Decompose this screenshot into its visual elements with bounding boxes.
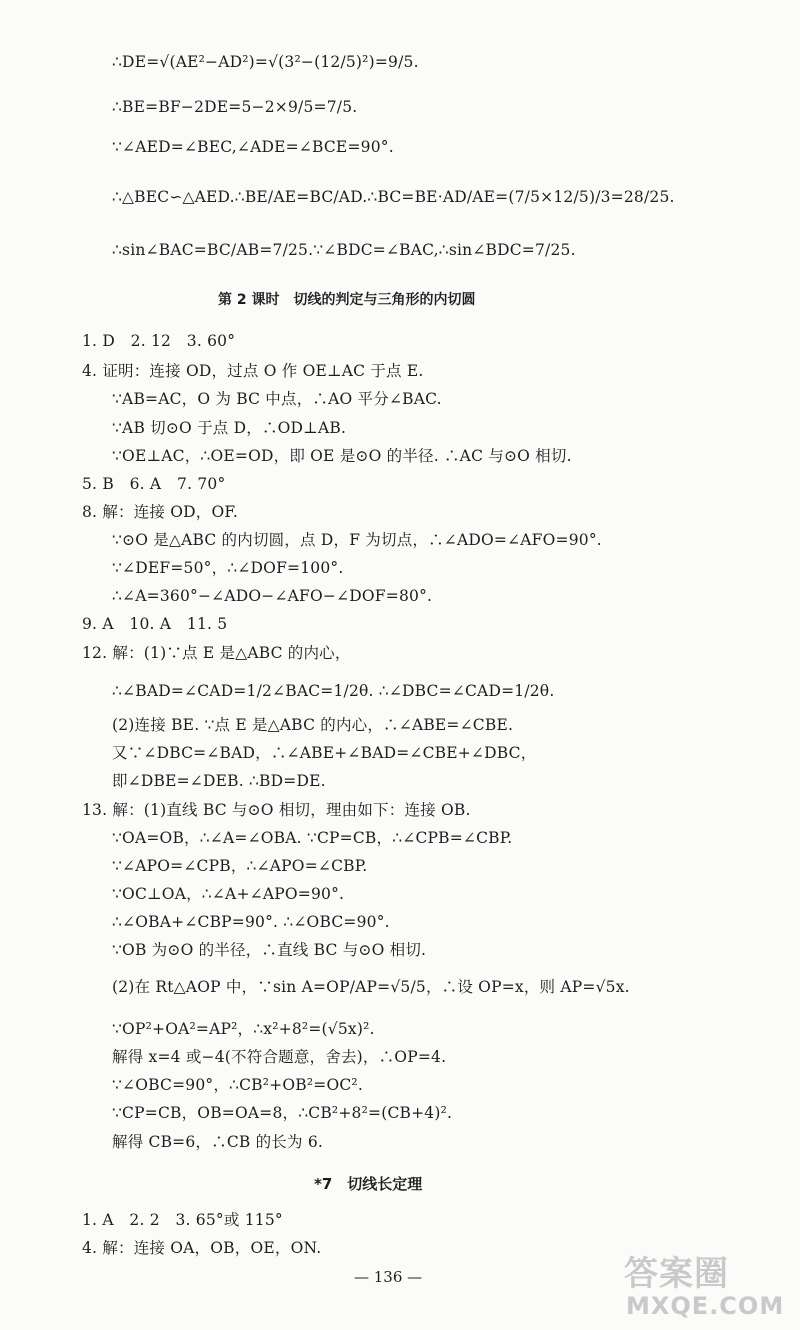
answer-line: ∵∠APO=∠CPB，∴∠APO=∠CBP. (112, 857, 368, 875)
answer-line: 即∠DBE=∠DEB. ∴BD=DE. (112, 772, 326, 790)
answer-line: 1. D 2. 12 3. 60° (82, 332, 236, 350)
section-heading: 第 2 课时 切线的判定与三角形的内切圆 (218, 292, 476, 308)
answer-line: ∵∠DEF=50°，∴∠DOF=100°. (112, 559, 344, 577)
answer-line: ∴DE=√(AE²−AD²)=√(3²−(12/5)²)=9/5. (112, 53, 419, 71)
answer-line: ∵AB 切⊙O 于点 D，∴OD⊥AB. (112, 419, 347, 437)
answer-line: ∵AB=AC，O 为 BC 中点，∴AO 平分∠BAC. (112, 390, 442, 408)
answer-line: 5. B 6. A 7. 70° (82, 475, 226, 493)
answer-line: ∴∠OBA+∠CBP=90°. ∴∠OBC=90°. (112, 913, 390, 931)
answer-line: 4. 解：连接 OA，OB，OE，ON. (82, 1239, 322, 1257)
answer-line: 解得 CB=6，∴CB 的长为 6. (112, 1133, 324, 1151)
answer-line: ∵⊙O 是△ABC 的内切圆，点 D，F 为切点，∴∠ADO=∠AFO=90°. (112, 531, 602, 549)
answer-line: ∴△BEC∽△AED.∴BE/AE=BC/AD.∴BC=BE·AD/AE=(7/5×12/5)/3=28/25. (112, 188, 675, 206)
answer-line: ∴∠BAD=∠CAD=1/2∠BAC=1/2θ. ∴∠DBC=∠CAD=1/2θ. (112, 682, 555, 700)
page-number: — 136 — (354, 1268, 423, 1286)
answer-line: ∴BE=BF−2DE=5−2×9/5=7/5. (112, 98, 358, 116)
answer-line: 解得 x=4 或−4(不符合题意，舍去)，∴OP=4. (112, 1048, 447, 1066)
answer-line: ∵∠OBC=90°，∴CB²+OB²=OC². (112, 1076, 363, 1094)
answer-line: ∴sin∠BAC=BC/AB=7/25.∵∠BDC=∠BAC,∴sin∠BDC=7/25. (112, 241, 576, 259)
answer-line: ∵∠AED=∠BEC,∠ADE=∠BCE=90°. (112, 138, 394, 156)
answer-line: 8. 解：连接 OD，OF. (82, 503, 239, 521)
answer-line: 12. 解：(1)∵点 E 是△ABC 的内心， (82, 644, 351, 662)
answer-line: 9. A 10. A 11. 5 (82, 615, 228, 633)
answer-line: 4. 证明：连接 OD，过点 O 作 OE⊥AC 于点 E. (82, 362, 424, 380)
answer-line: 又∵∠DBC=∠BAD，∴∠ABE+∠BAD=∠CBE+∠DBC， (112, 744, 537, 762)
answer-line: ∵OC⊥OA，∴∠A+∠APO=90°. (112, 885, 345, 903)
answer-line: ∵OA=OB，∴∠A=∠OBA. ∵CP=CB，∴∠CPB=∠CBP. (112, 829, 513, 847)
answer-line: 13. 解：(1)直线 BC 与⊙O 相切，理由如下：连接 OB. (82, 801, 471, 819)
answer-line: 1. A 2. 2 3. 65°或 115° (82, 1211, 283, 1229)
section-heading: *7 切线长定理 (314, 1175, 423, 1193)
watermark-logo: 答案圈 (624, 1254, 729, 1294)
answer-line: (2)连接 BE. ∵点 E 是△ABC 的内心，∴∠ABE=∠CBE. (112, 716, 514, 734)
answer-line: ∵CP=CB，OB=OA=8，∴CB²+8²=(CB+4)². (112, 1104, 453, 1122)
answer-line: ∵OE⊥AC，∴OE=OD，即 OE 是⊙O 的半径. ∴AC 与⊙O 相切. (112, 447, 572, 465)
answer-line: ∵OP²+OA²=AP²，∴x²+8²=(√5x)². (112, 1020, 375, 1038)
answer-line: (2)在 Rt△AOP 中，∵sin A=OP/AP=√5/5，∴设 OP=x，则 AP=√5x. (112, 978, 630, 996)
watermark-url: MXQE.COM (626, 1292, 785, 1320)
answer-line: ∴∠A=360°−∠ADO−∠AFO−∠DOF=80°. (112, 587, 433, 605)
answer-line: ∵OB 为⊙O 的半径，∴直线 BC 与⊙O 相切. (112, 941, 427, 959)
